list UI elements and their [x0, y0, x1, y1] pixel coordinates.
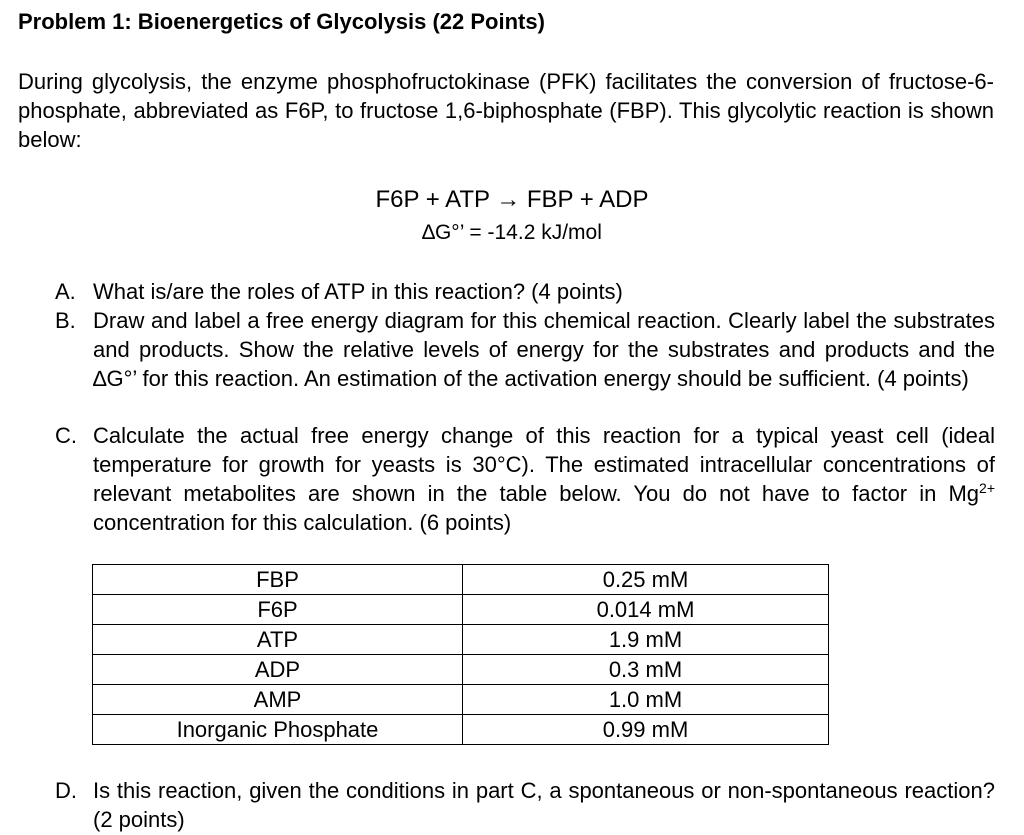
metabolite-name: ADP [93, 655, 463, 685]
table-row [93, 625, 829, 655]
question-a-letter: A. [55, 279, 76, 304]
table-row [93, 595, 829, 625]
table-row [93, 715, 829, 745]
question-b [55, 306, 995, 393]
reaction-equation: F6P + ATP → FBP + ADP [375, 186, 649, 213]
metabolite-concentration: 0.99 mM [463, 715, 829, 745]
question-a-text: What is/are the roles of ATP in this reaction? (4 points) [93, 279, 623, 304]
delta-g-value: ∆G°’ = -14.2 kJ/mol [422, 221, 602, 244]
question-d [55, 776, 995, 834]
question-c-text [93, 421, 995, 537]
question-a [55, 277, 995, 306]
problem-title: Problem 1: Bioenergetics of Glycolysis (22 Points) [18, 9, 545, 34]
question-d-text: Is this reaction, given the conditions in part C, a spontaneous or non-spontaneous reaction? (2 points) [93, 778, 995, 832]
question-b-letter: B. [55, 308, 76, 333]
metabolite-concentration: 0.014 mM [463, 595, 829, 625]
concentration-table [92, 564, 829, 745]
metabolite-concentration: 1.0 mM [463, 685, 829, 715]
table-row [93, 565, 829, 595]
metabolite-name: F6P [93, 595, 463, 625]
table-row [93, 655, 829, 685]
question-b-text: Draw and label a free energy diagram for this chemical reaction. Clearly label the substrates and products. Show the relative levels of energy for the substrates and products and the ∆G°’ for this reaction. An estimation of the activation energy should be sufficient. (4 points) [93, 308, 995, 391]
metabolite-name: FBP [93, 565, 463, 595]
metabolite-name: ATP [93, 625, 463, 655]
intro-paragraph: During glycolysis, the enzyme phosphofructokinase (PFK) facilitates the conversion of fructose-6-phosphate, abbreviated as F6P, to fructose 1,6-biphosphate (FBP). This glycolytic reaction is shown below: [18, 69, 994, 152]
question-c-text-before: Calculate the actual free energy change of this reaction for a typical yeast cell (ideal temperature for growth for yeasts is 30°C). The estimated intracellular concentrations of relevant metabolites are shown in the table below. You do not have to factor in Mg [93, 423, 995, 506]
metabolite-concentration: 0.25 mM [463, 565, 829, 595]
question-c-letter: C. [55, 423, 77, 448]
mg-charge-superscript: 2+ [979, 480, 995, 496]
metabolite-name: AMP [93, 685, 463, 715]
metabolite-concentration: 0.3 mM [463, 655, 829, 685]
metabolite-name: Inorganic Phosphate [93, 715, 463, 745]
metabolite-concentration: 1.9 mM [463, 625, 829, 655]
table-row [93, 685, 829, 715]
question-d-letter: D. [55, 778, 77, 803]
question-c [55, 421, 995, 537]
question-c-text-after: concentration for this calculation. (6 points) [93, 510, 512, 535]
